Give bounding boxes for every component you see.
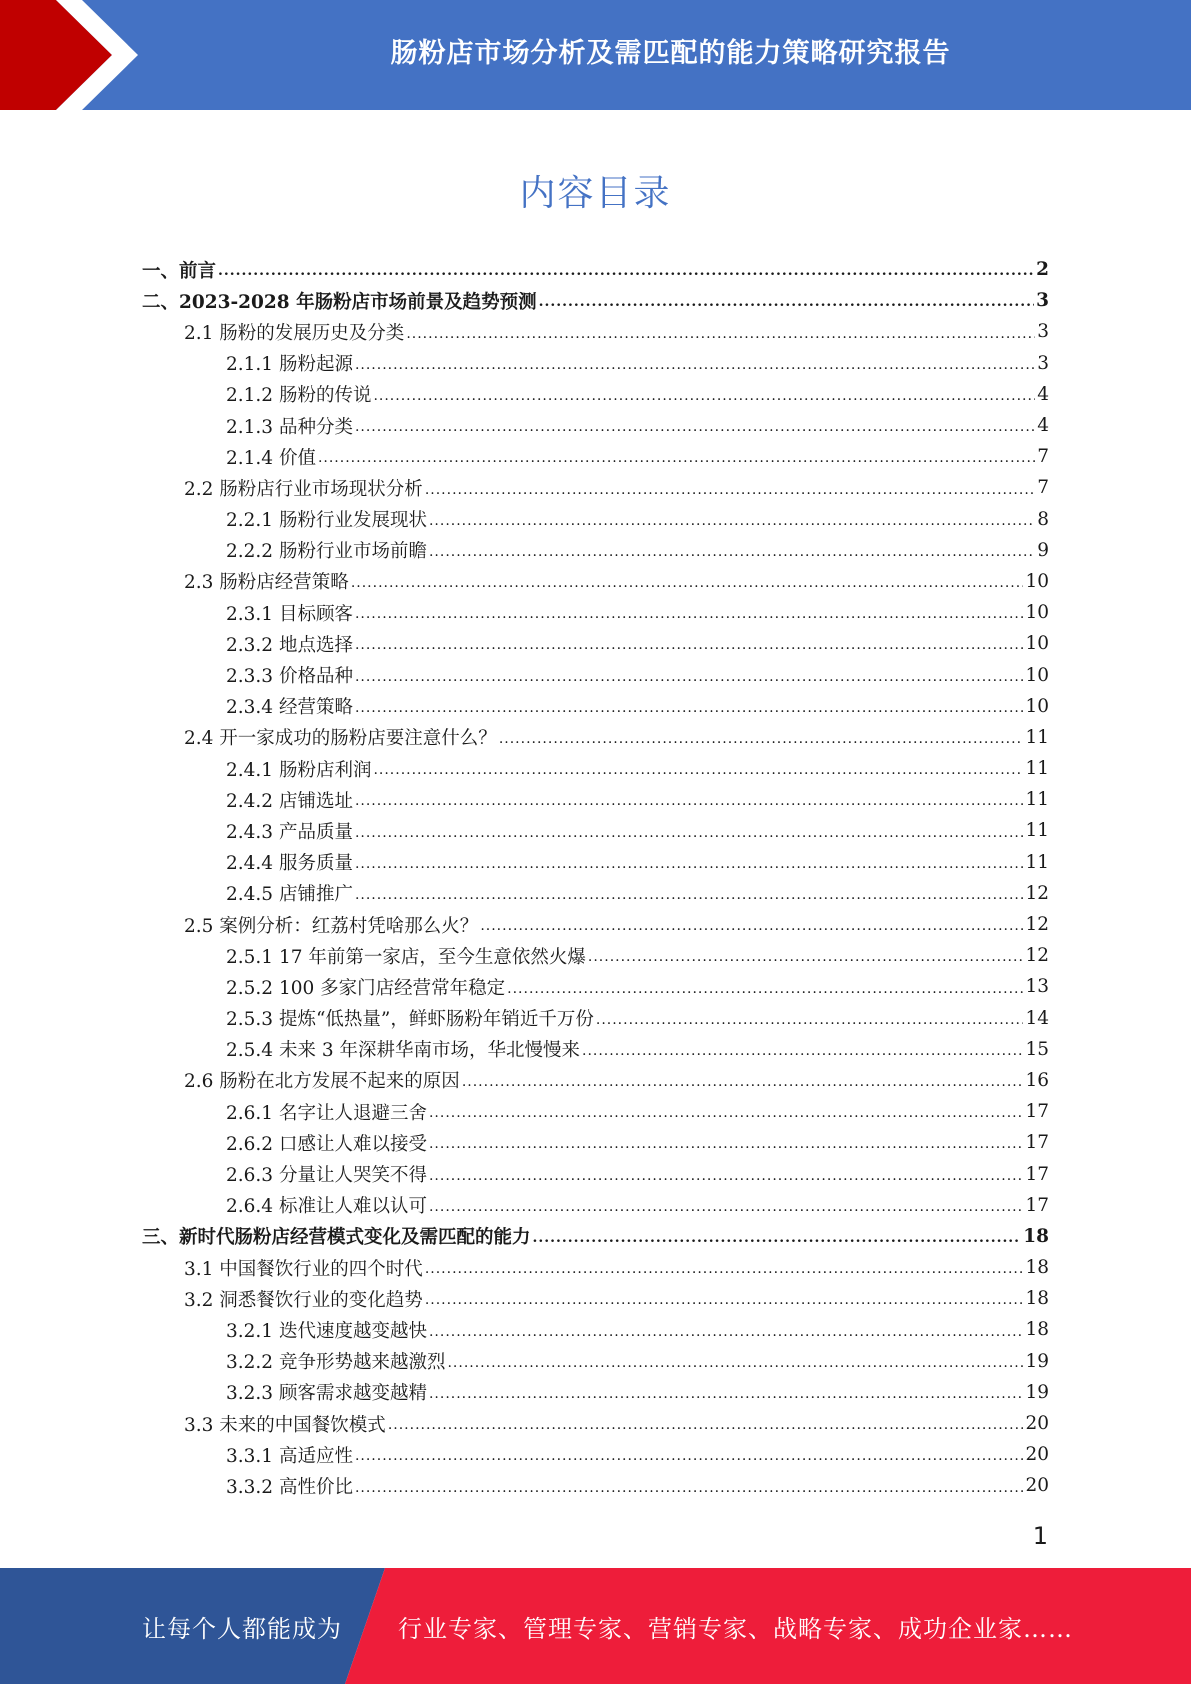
toc-dot-leader bbox=[318, 450, 1035, 466]
toc-entry-title: 2.1.2 肠粉的传说 bbox=[226, 385, 372, 407]
toc-entry[interactable] bbox=[142, 410, 1049, 441]
toc-entry-title: 3.2.3 顾客需求越变越精 bbox=[226, 1383, 427, 1405]
toc-entry-page: 3 bbox=[1037, 352, 1049, 374]
toc-entry-title: 2.6.1 名字让人退避三舍 bbox=[226, 1102, 427, 1124]
toc-dot-leader bbox=[462, 1074, 1024, 1090]
toc-entry-page: 20 bbox=[1025, 1444, 1049, 1466]
toc-entry-page: 10 bbox=[1025, 602, 1049, 624]
toc-entry[interactable] bbox=[142, 504, 1049, 535]
toc-entry-page: 20 bbox=[1025, 1475, 1049, 1497]
toc-entry[interactable] bbox=[142, 628, 1049, 659]
toc-entry-title: 2.4.3 产品质量 bbox=[226, 821, 353, 843]
toc-entry-page: 10 bbox=[1025, 570, 1049, 592]
toc-entry-page: 9 bbox=[1037, 539, 1049, 561]
toc-entry[interactable] bbox=[142, 348, 1049, 379]
toc-entry[interactable] bbox=[142, 379, 1049, 410]
toc-entry-title: 2.1 肠粉的发展历史及分类 bbox=[184, 322, 405, 344]
toc-entry-page: 17 bbox=[1025, 1194, 1049, 1216]
toc-dot-leader bbox=[373, 762, 1023, 778]
toc-dot-leader bbox=[355, 669, 1024, 685]
toc-entry-title: 2.2 肠粉店行业市场现状分析 bbox=[184, 478, 423, 500]
footer-slogan-left: 让每个人都能成为 bbox=[142, 1614, 342, 1643]
toc-entry-page: 17 bbox=[1025, 1163, 1049, 1185]
toc-entry-title: 3.2.2 竞争形势越来越激烈 bbox=[226, 1352, 446, 1374]
toc-dot-leader bbox=[429, 544, 1035, 560]
toc-entry-page: 14 bbox=[1025, 1007, 1049, 1029]
toc-entry[interactable] bbox=[142, 691, 1049, 722]
toc-entry-page: 18 bbox=[1025, 1257, 1049, 1279]
toc-dot-leader bbox=[355, 419, 1035, 435]
toc-entry[interactable] bbox=[142, 1221, 1049, 1252]
toc-entry-page: 19 bbox=[1025, 1350, 1049, 1372]
toc-entry-title: 3.3 未来的中国餐饮模式 bbox=[184, 1414, 386, 1436]
toc-entry-title: 2.3.2 地点选择 bbox=[226, 634, 353, 656]
toc-entry-title: 2.3.4 经营策略 bbox=[226, 697, 353, 719]
toc-entry[interactable] bbox=[142, 1346, 1049, 1377]
toc-dot-leader bbox=[355, 1448, 1024, 1464]
toc-entry[interactable] bbox=[142, 1408, 1049, 1439]
toc-entry-title: 2.6 肠粉在北方发展不起来的原因 bbox=[184, 1071, 460, 1093]
toc-entry-title: 2.2.2 肠粉行业市场前瞻 bbox=[226, 541, 427, 563]
toc-entry[interactable] bbox=[142, 659, 1049, 690]
toc-entry-title: 2.6.3 分量让人哭笑不得 bbox=[226, 1165, 427, 1187]
toc-entry-page: 7 bbox=[1037, 446, 1049, 468]
toc-dot-leader bbox=[388, 1417, 1024, 1433]
toc-dot-leader bbox=[429, 1168, 1023, 1184]
toc-entry-title: 2.1.4 价值 bbox=[226, 447, 316, 469]
toc-dot-leader bbox=[355, 856, 1024, 872]
toc-dot-leader bbox=[429, 1324, 1023, 1340]
toc-entry-title: 二、2023-2028 年肠粉店市场前景及趋势预测 bbox=[142, 291, 537, 313]
toc-entry[interactable] bbox=[142, 1252, 1049, 1283]
toc-entry[interactable] bbox=[142, 847, 1049, 878]
toc-dot-leader bbox=[355, 825, 1024, 841]
toc-entry-page: 3 bbox=[1036, 290, 1049, 312]
toc-dot-leader bbox=[355, 700, 1024, 716]
toc-entry-title: 2.4.1 肠粉店利润 bbox=[226, 759, 372, 781]
toc-dot-leader bbox=[425, 1261, 1024, 1277]
toc-entry[interactable] bbox=[142, 316, 1049, 347]
toc-entry[interactable] bbox=[142, 815, 1049, 846]
toc-entry-title: 2.4.4 服务质量 bbox=[226, 853, 353, 875]
toc-entry-page: 4 bbox=[1037, 415, 1049, 437]
toc-entry-page: 11 bbox=[1025, 726, 1049, 748]
toc-entry[interactable] bbox=[142, 1003, 1049, 1034]
toc-entry-title: 2.2.1 肠粉行业发展现状 bbox=[226, 510, 427, 532]
toc-entry[interactable] bbox=[142, 1065, 1049, 1096]
toc-entry-page: 10 bbox=[1025, 633, 1049, 655]
toc-dot-leader bbox=[480, 918, 1023, 934]
toc-entry-page: 20 bbox=[1025, 1413, 1049, 1435]
toc-entry-page: 17 bbox=[1025, 1132, 1049, 1154]
toc-dot-leader bbox=[582, 1043, 1023, 1059]
toc-entry-title: 2.1.3 品种分类 bbox=[226, 416, 353, 438]
toc-dot-leader bbox=[218, 263, 1034, 279]
toc-entry-page: 2 bbox=[1036, 259, 1049, 281]
toc-dot-leader bbox=[373, 388, 1035, 404]
report-header-band bbox=[0, 0, 1191, 110]
toc-entry[interactable] bbox=[142, 971, 1049, 1002]
toc-entry-page: 7 bbox=[1037, 477, 1049, 499]
toc-entry[interactable] bbox=[142, 784, 1049, 815]
report-title: 肠粉店市场分析及需匹配的能力策略研究报告 bbox=[390, 37, 951, 69]
toc-entry-title: 3.3.1 高适应性 bbox=[226, 1445, 353, 1467]
toc-entry-title: 3.1 中国餐饮行业的四个时代 bbox=[184, 1258, 423, 1280]
toc-entry-title: 2.4.5 店铺推广 bbox=[226, 884, 353, 906]
toc-dot-leader bbox=[425, 1292, 1024, 1308]
toc-dot-leader bbox=[425, 482, 1035, 498]
toc-entry-title: 2.5.3 提炼“低热量”，鲜虾肠粉年销近千万份 bbox=[226, 1009, 594, 1031]
toc-entry-page: 18 bbox=[1025, 1288, 1049, 1310]
toc-entry-title: 2.4 开一家成功的肠粉店要注意什么？ bbox=[184, 728, 497, 750]
toc-entry[interactable] bbox=[142, 1096, 1049, 1127]
toc-entry-page: 10 bbox=[1025, 695, 1049, 717]
toc-heading: 内容目录 bbox=[519, 173, 672, 214]
toc-entry[interactable] bbox=[142, 1470, 1049, 1501]
toc-dot-leader bbox=[355, 606, 1024, 622]
toc-dot-leader bbox=[507, 981, 1023, 997]
toc-entry-title: 3.3.2 高性价比 bbox=[226, 1476, 353, 1498]
toc-entry-page: 12 bbox=[1025, 914, 1049, 936]
toc-dot-leader bbox=[447, 1355, 1023, 1371]
toc-entry[interactable] bbox=[142, 722, 1049, 753]
toc-entry-title: 3.2.1 迭代速度越变越快 bbox=[226, 1320, 427, 1342]
toc-dot-leader bbox=[429, 1105, 1023, 1121]
toc-entry-page: 10 bbox=[1025, 664, 1049, 686]
toc-entry-title: 2.5.4 未来 3 年深耕华南市场，华北慢慢来 bbox=[226, 1040, 580, 1062]
toc-entry[interactable] bbox=[142, 1127, 1049, 1158]
toc-entry[interactable] bbox=[142, 254, 1049, 285]
toc-dot-leader bbox=[429, 1199, 1023, 1215]
toc-entry-title: 一、前言 bbox=[142, 260, 217, 282]
toc-entry-title: 2.5 案例分析：红荔村凭啥那么火？ bbox=[184, 915, 479, 937]
toc-entry[interactable] bbox=[142, 1034, 1049, 1065]
toc-entry[interactable] bbox=[142, 878, 1049, 909]
toc-entry-page: 3 bbox=[1037, 321, 1049, 343]
toc-dot-leader bbox=[429, 1136, 1023, 1152]
toc-entry-title: 2.1.1 肠粉起源 bbox=[226, 354, 353, 376]
toc-dot-leader bbox=[355, 793, 1024, 809]
toc-entry-page: 8 bbox=[1037, 508, 1049, 530]
toc-dot-leader bbox=[499, 731, 1024, 747]
toc-entry-page: 17 bbox=[1025, 1101, 1049, 1123]
toc-entry-page: 11 bbox=[1025, 789, 1049, 811]
toc-entry-page: 12 bbox=[1025, 882, 1049, 904]
toc-entry-page: 19 bbox=[1025, 1381, 1049, 1403]
footer-band bbox=[0, 1568, 1191, 1684]
toc-entry[interactable] bbox=[142, 566, 1049, 597]
toc-entry-page: 11 bbox=[1025, 851, 1049, 873]
toc-entry-title: 2.4.2 店铺选址 bbox=[226, 790, 353, 812]
toc-entry-title: 2.3.1 目标顾客 bbox=[226, 603, 353, 625]
toc-dot-leader bbox=[355, 357, 1035, 373]
toc-entry[interactable] bbox=[142, 940, 1049, 971]
toc-entry-page: 18 bbox=[1023, 1225, 1049, 1247]
toc-dot-leader bbox=[588, 949, 1024, 965]
toc-entry-title: 2.3.3 价格品种 bbox=[226, 666, 353, 688]
toc-entry-page: 11 bbox=[1025, 820, 1049, 842]
toc-entry-title: 2.5.2 100 多家门店经营常年稳定 bbox=[226, 977, 506, 999]
toc-dot-leader bbox=[355, 637, 1024, 653]
toc-entry[interactable] bbox=[142, 1439, 1049, 1470]
page-number: 1 bbox=[1032, 1522, 1048, 1550]
red-chevron-decoration bbox=[0, 0, 190, 110]
toc-dot-leader bbox=[355, 887, 1024, 903]
toc-entry[interactable] bbox=[142, 597, 1049, 628]
toc-entry-title: 三、新时代肠粉店经营模式变化及需匹配的能力 bbox=[142, 1227, 531, 1249]
toc-dot-leader bbox=[429, 1386, 1023, 1402]
toc-entry[interactable] bbox=[142, 1158, 1049, 1189]
toc-entry-title: 2.6.2 口感让人难以接受 bbox=[226, 1133, 427, 1155]
toc-entry[interactable] bbox=[142, 1314, 1049, 1345]
toc-entry[interactable] bbox=[142, 472, 1049, 503]
toc-entry-page: 16 bbox=[1025, 1069, 1049, 1091]
toc-dot-leader bbox=[539, 294, 1035, 310]
toc-entry-page: 4 bbox=[1037, 383, 1049, 405]
footer-slogan-right: 行业专家、管理专家、营销专家、战略专家、成功企业家…… bbox=[398, 1614, 1073, 1643]
toc-entry[interactable] bbox=[142, 285, 1049, 316]
toc-dot-leader bbox=[596, 1012, 1024, 1028]
toc-dot-leader bbox=[429, 513, 1035, 529]
toc-entry-title: 2.3 肠粉店经营策略 bbox=[184, 572, 349, 594]
toc-entry-page: 13 bbox=[1025, 976, 1049, 998]
toc-dot-leader bbox=[351, 575, 1024, 591]
table-of-contents bbox=[142, 254, 1049, 1502]
toc-entry-page: 18 bbox=[1025, 1319, 1049, 1341]
toc-entry-title: 2.5.1 17 年前第一家店，至今生意依然火爆 bbox=[226, 946, 586, 968]
toc-dot-leader bbox=[533, 1230, 1022, 1246]
toc-entry[interactable] bbox=[142, 1283, 1049, 1314]
toc-entry-title: 2.6.4 标准让人难以认可 bbox=[226, 1196, 427, 1218]
toc-dot-leader bbox=[355, 1480, 1024, 1496]
toc-entry-title: 3.2 洞悉餐饮行业的变化趋势 bbox=[184, 1289, 423, 1311]
toc-entry[interactable] bbox=[142, 753, 1049, 784]
toc-entry[interactable] bbox=[142, 1377, 1049, 1408]
toc-entry[interactable] bbox=[142, 1190, 1049, 1221]
toc-entry-page: 12 bbox=[1025, 945, 1049, 967]
toc-entry-page: 11 bbox=[1025, 758, 1049, 780]
toc-entry[interactable] bbox=[142, 535, 1049, 566]
toc-entry-page: 15 bbox=[1025, 1038, 1049, 1060]
toc-entry[interactable] bbox=[142, 441, 1049, 472]
toc-dot-leader bbox=[406, 326, 1035, 342]
toc-entry[interactable] bbox=[142, 909, 1049, 940]
